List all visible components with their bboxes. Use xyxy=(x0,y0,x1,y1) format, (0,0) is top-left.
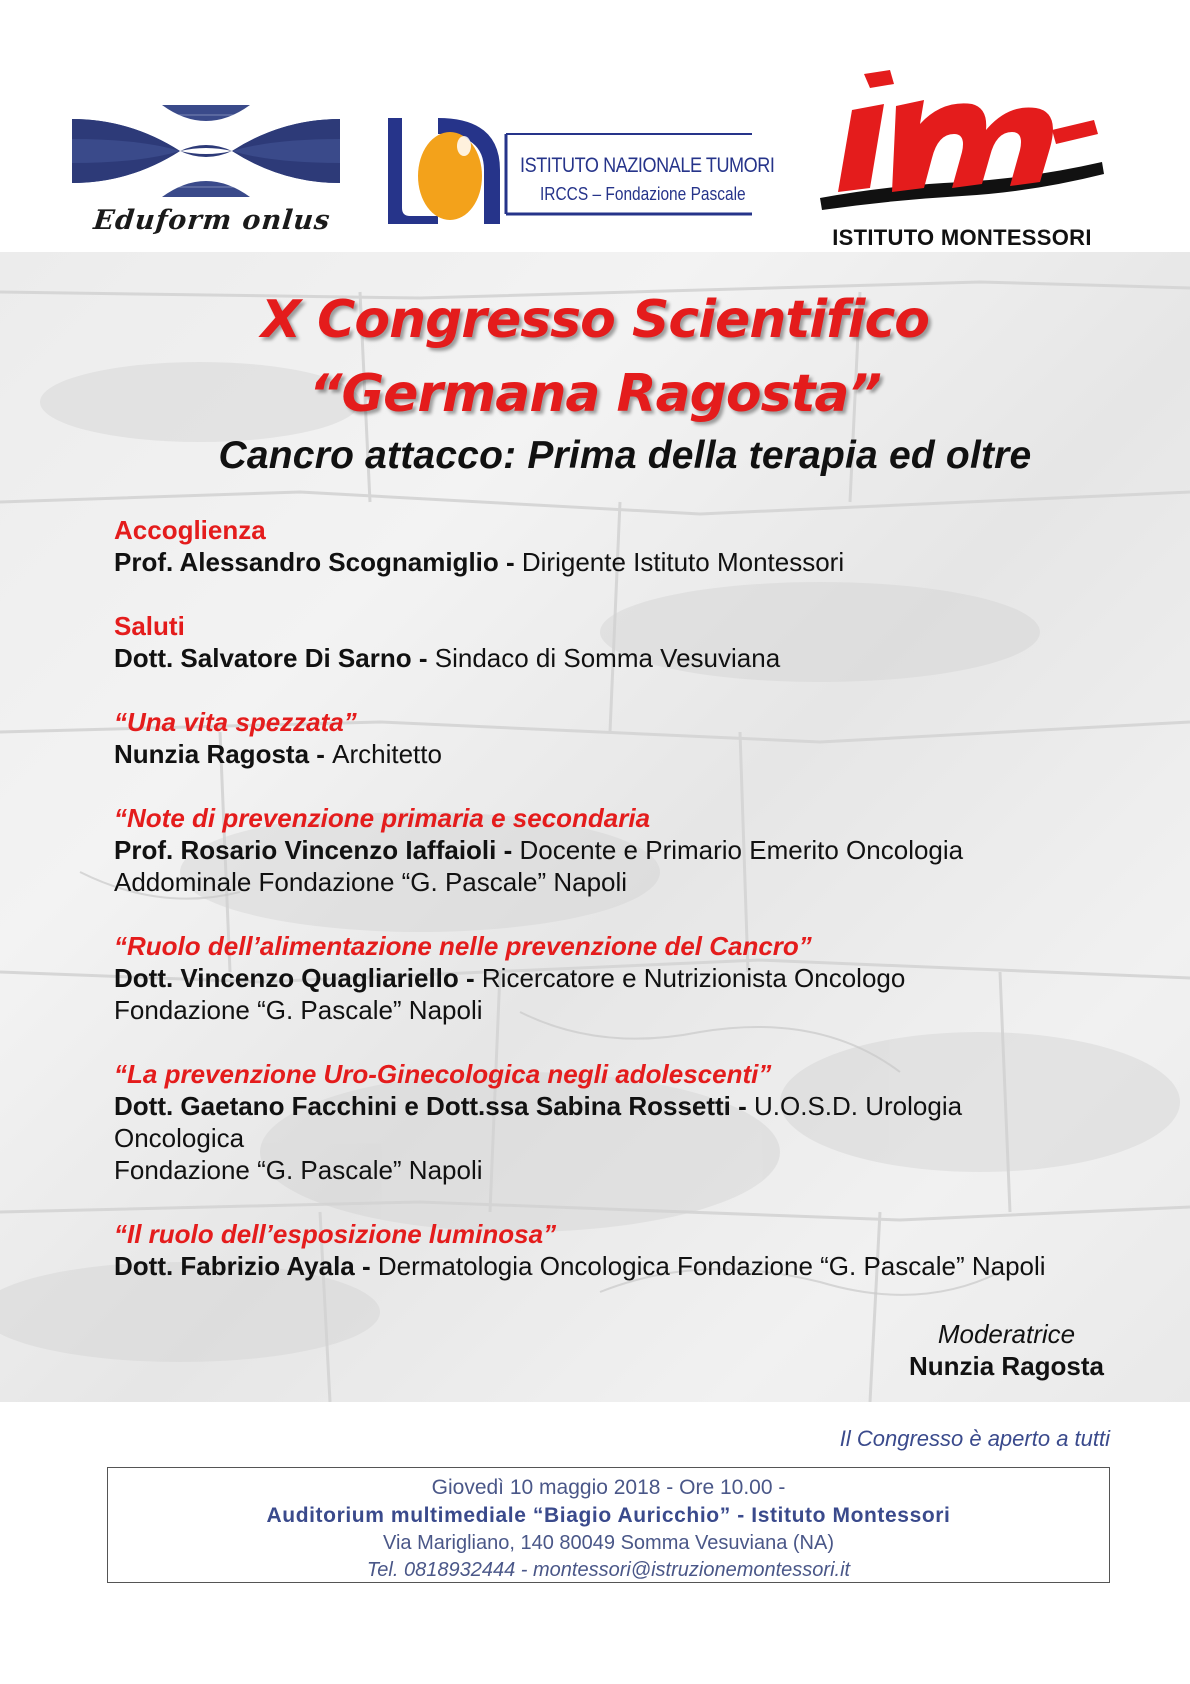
speaker-role: Sindaco di Somma Vesuviana xyxy=(434,643,781,673)
program-item-body xyxy=(114,546,1074,578)
event-address: Via Marigliano, 140 80049 Somma Vesuviana (NA) xyxy=(383,1532,834,1554)
program-item xyxy=(114,1218,1074,1282)
open-to-all-note: Il Congresso è aperto a tutti xyxy=(839,1426,1110,1451)
program-item xyxy=(114,1058,1074,1186)
speaker-role: Architetto xyxy=(332,739,442,769)
speaker-role: Dermatologia Oncologica Fondazione “G. Pascale” Napoli xyxy=(377,1251,1046,1281)
event-contact: Tel. 0818932444 - montessori@istruzionemontessori.it xyxy=(366,1559,851,1581)
congress-title: X Congresso Scientifico xyxy=(260,290,930,350)
program-item-body xyxy=(114,738,1074,770)
congress-subtitle: Cancro attacco: Prima della terapia ed oltre xyxy=(218,434,1032,477)
int-name-line2: IRCCS – Fondazione Pascale xyxy=(540,184,746,204)
program-item-body xyxy=(114,834,1074,898)
event-info-box xyxy=(107,1467,1110,1583)
program-item-heading: “Ruolo dell’alimentazione nelle prevenzione del Cancro” xyxy=(114,931,812,961)
moderator-block xyxy=(909,1318,1104,1382)
program-item xyxy=(114,514,1074,578)
eduform-caption: Eduform onlus xyxy=(92,205,332,236)
program-item-body xyxy=(114,962,1074,994)
header-logos xyxy=(0,0,1190,252)
speaker-affiliation: Fondazione “G. Pascale” Napoli xyxy=(114,995,483,1025)
montessori-logo xyxy=(812,70,1112,252)
speaker-affiliation: Fondazione “G. Pascale” Napoli xyxy=(114,1155,483,1185)
program-item xyxy=(114,930,1074,1026)
program-item-heading: “Una vita spezzata” xyxy=(114,707,357,737)
program-item-body xyxy=(114,642,1074,674)
moderator-label: Moderatrice xyxy=(937,1319,1076,1349)
event-venue: Auditorium multimediale “Biagio Auricchio” - Istituto Montessori xyxy=(266,1504,951,1527)
montessori-emblem-icon xyxy=(812,70,1112,220)
program-item-heading: “Note di prevenzione primaria e secondaria xyxy=(114,803,651,833)
eduform-emblem-icon xyxy=(72,105,340,205)
program-item-heading: “La prevenzione Uro-Ginecologica negli adolescenti” xyxy=(114,1059,772,1089)
speaker-name: Prof. Alessandro Scognamiglio - xyxy=(114,547,522,577)
program-list xyxy=(114,514,1074,1314)
program-item-heading: Saluti xyxy=(114,611,185,641)
speaker-role: U.O.S.D. Urologia Oncologica xyxy=(114,1091,963,1153)
speaker-role: Docente e Primario Emerito Oncologia Addominale Fondazione “G. Pascale” Napoli xyxy=(114,835,964,897)
speaker-name: Nunzia Ragosta - xyxy=(114,739,333,769)
montessori-caption: ISTITUTO MONTESSORI xyxy=(832,225,1092,250)
speaker-role: Dirigente Istituto Montessori xyxy=(521,547,845,577)
congress-dedication: “Germana Ragosta” xyxy=(308,364,882,424)
speaker-role: Ricercatore e Nutrizionista Oncologo xyxy=(481,963,906,993)
speaker-name: Prof. Rosario Vincenzo Iaffaioli - xyxy=(114,835,520,865)
program-item xyxy=(114,610,1074,674)
speaker-name: Dott. Vincenzo Quagliariello - xyxy=(114,963,482,993)
speaker-name: Dott. Fabrizio Ayala - xyxy=(114,1251,378,1281)
speaker-name: Dott. Gaetano Facchini e Dott.ssa Sabina Rossetti - xyxy=(114,1091,755,1121)
int-logo xyxy=(380,116,775,228)
program-item-body xyxy=(114,1250,1074,1282)
int-name-line1: ISTITUTO NAZIONALE TUMORI xyxy=(520,154,775,177)
speaker-name: Dott. Salvatore Di Sarno - xyxy=(114,643,435,673)
moderator-name: Nunzia Ragosta xyxy=(908,1351,1104,1381)
program-item xyxy=(114,706,1074,770)
program-item xyxy=(114,802,1074,898)
eduform-logo xyxy=(72,105,340,240)
program-item-body xyxy=(114,1090,1074,1154)
event-date: Giovedì 10 maggio 2018 - Ore 10.00 - xyxy=(431,1476,786,1499)
program-item-heading: “Il ruolo dell’esposizione luminosa” xyxy=(114,1219,557,1249)
program-item-heading: Accoglienza xyxy=(114,515,266,545)
